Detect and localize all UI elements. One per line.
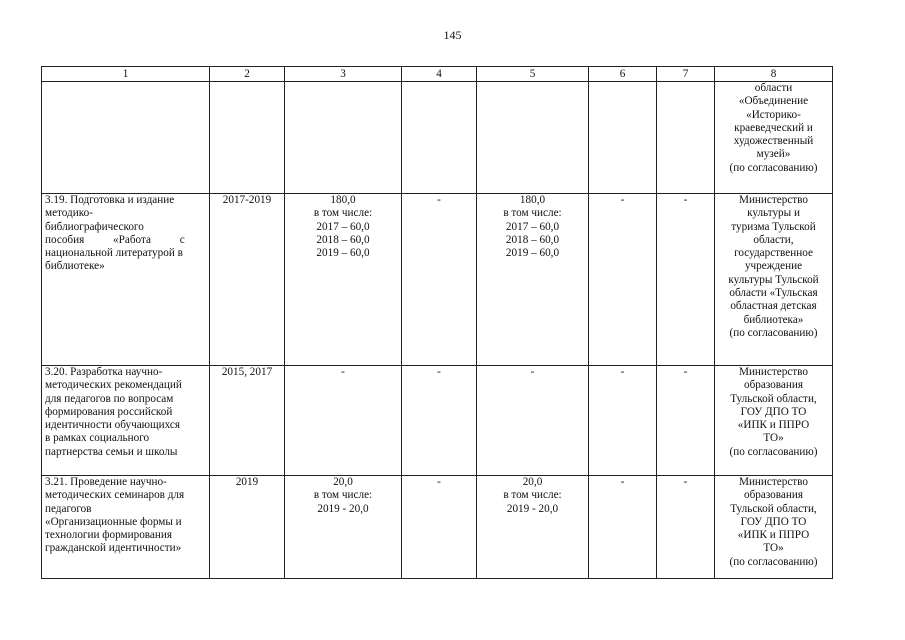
cell-line: «Объединение: [738, 95, 809, 108]
cell-line: библиографического: [45, 220, 144, 233]
total-funding-cell: [285, 476, 402, 579]
cell-line: 2019 - 20,0: [506, 502, 559, 515]
cell-line: 2018 – 60,0: [505, 233, 560, 246]
cell-line: гражданской идентичности»: [45, 542, 182, 555]
cell-line: ГОУ ДПО ТО: [740, 515, 807, 528]
table-row: [42, 476, 833, 579]
cell-line: формирования российской: [45, 405, 173, 418]
other-funding-cell: -: [657, 194, 715, 366]
cell-line: 2017 – 60,0: [505, 220, 560, 233]
table-row: [42, 366, 833, 476]
cell-line: методико-: [45, 207, 93, 220]
cell-line: в рамках социального: [45, 432, 150, 445]
column-header: 7: [657, 67, 715, 82]
cell-line: пособия «Работа с: [45, 233, 185, 246]
regional-funding-cell: [477, 476, 589, 579]
measures-table: [41, 66, 833, 579]
cell-line: -: [341, 366, 345, 378]
cell-line: ТО»: [763, 432, 784, 445]
cell-line: 20,0: [333, 476, 353, 488]
municipal-funding-cell: [589, 82, 657, 194]
cell-line: в том числе:: [313, 489, 373, 502]
period-cell: 2015, 2017: [210, 366, 285, 476]
federal-funding-cell: -: [402, 366, 477, 476]
cell-line: методических рекомендаций: [45, 379, 182, 392]
cell-line: Министерство: [739, 194, 808, 206]
column-header: 2: [210, 67, 285, 82]
cell-line: областная детская: [730, 300, 817, 313]
responsible-cell: [715, 82, 833, 194]
cell-line: технологии формирования: [45, 529, 173, 542]
column-header: 6: [589, 67, 657, 82]
cell-line: «Организационные формы и: [45, 515, 182, 528]
cell-line: 2019 – 60,0: [316, 247, 370, 260]
municipal-funding-cell: -: [589, 476, 657, 579]
cell-line: 2019 - 20,0: [317, 502, 369, 515]
cell-line: 3.20. Разработка научно-: [45, 366, 163, 378]
cell-line: партнерства семьи и школы: [45, 445, 178, 458]
cell-line: музей»: [756, 148, 791, 161]
responsible-cell: [715, 194, 833, 366]
cell-line: «ИПК и ППРО: [737, 419, 810, 432]
page-number: 145: [443, 28, 462, 42]
measure-cell: [42, 82, 210, 194]
cell-line: для педагогов по вопросам: [45, 392, 174, 405]
federal-funding-cell: -: [402, 476, 477, 579]
cell-line: 2017 – 60,0: [316, 220, 370, 233]
cell-line: «Историко-: [746, 108, 801, 121]
cell-line: ГОУ ДПО ТО: [740, 405, 807, 418]
column-header: 8: [715, 67, 833, 82]
cell-line: Министерство: [739, 476, 808, 488]
cell-line: 3.21. Проведение научно-: [45, 476, 167, 488]
federal-funding-cell: -: [402, 194, 477, 366]
cell-line: методических семинаров для: [45, 489, 185, 502]
table-row: [42, 82, 833, 194]
cell-line: -: [530, 366, 535, 378]
cell-line: ТО»: [763, 542, 784, 555]
regional-funding-cell: [477, 82, 589, 194]
cell-line: 180,0: [330, 194, 356, 206]
cell-line: области: [754, 82, 793, 94]
cell-line: библиотеке»: [45, 260, 105, 273]
column-header: 4: [402, 67, 477, 82]
column-header: 3: [285, 67, 402, 82]
cell-line: в том числе:: [503, 489, 562, 502]
column-header: 1: [42, 67, 210, 82]
cell-line: 3.19. Подготовка и издание: [45, 194, 175, 206]
cell-line: (по согласованию): [729, 161, 818, 174]
cell-line: художественный: [733, 135, 814, 148]
cell-line: 20,0: [522, 476, 543, 488]
municipal-funding-cell: -: [589, 194, 657, 366]
cell-line: области «Тульская: [729, 287, 818, 300]
measure-cell: [42, 476, 210, 579]
measure-cell: [42, 366, 210, 476]
cell-line: (по согласованию): [729, 326, 818, 339]
regional-funding-cell: [477, 366, 589, 476]
cell-line: 2019 – 60,0: [505, 247, 560, 260]
cell-line: (по согласованию): [729, 555, 818, 568]
cell-line: Тульской области,: [730, 502, 817, 515]
cell-line: библиотека»: [743, 313, 804, 326]
column-header-row: [42, 67, 833, 82]
cell-line: культуры и: [747, 207, 800, 220]
regional-funding-cell: [477, 194, 589, 366]
cell-line: туризма Тульской: [731, 220, 816, 233]
federal-funding-cell: [402, 82, 477, 194]
period-cell: 2017-2019: [210, 194, 285, 366]
period-cell: [210, 82, 285, 194]
column-header: 5: [477, 67, 589, 82]
cell-line: национальной литературой в: [45, 247, 183, 260]
table-row: [42, 194, 833, 366]
cell-line: «ИПК и ППРО: [737, 529, 810, 542]
cell-line: в том числе:: [503, 207, 562, 220]
cell-line: в том числе:: [313, 207, 373, 220]
total-funding-cell: [285, 82, 402, 194]
responsible-cell: [715, 366, 833, 476]
cell-line: педагогов: [45, 502, 92, 515]
cell-line: идентичности обучающихся: [45, 419, 181, 432]
measure-cell: [42, 194, 210, 366]
total-funding-cell: [285, 366, 402, 476]
period-cell: 2019: [210, 476, 285, 579]
total-funding-cell: [285, 194, 402, 366]
cell-line: культуры Тульской: [728, 273, 819, 286]
cell-line: Тульской области,: [730, 392, 817, 405]
cell-line: государственное: [734, 247, 813, 260]
responsible-cell: [715, 476, 833, 579]
cell-line: Министерство: [739, 366, 808, 378]
cell-line: 2018 – 60,0: [316, 233, 370, 246]
other-funding-cell: [657, 82, 715, 194]
cell-line: учреждение: [744, 260, 803, 273]
cell-line: образования: [743, 379, 803, 392]
cell-line: 180,0: [519, 194, 546, 206]
cell-line: области,: [753, 233, 794, 246]
municipal-funding-cell: -: [589, 366, 657, 476]
cell-line: краеведческий и: [734, 121, 813, 134]
cell-line: (по согласованию): [729, 445, 818, 458]
other-funding-cell: -: [657, 366, 715, 476]
other-funding-cell: -: [657, 476, 715, 579]
cell-line: образования: [743, 489, 803, 502]
